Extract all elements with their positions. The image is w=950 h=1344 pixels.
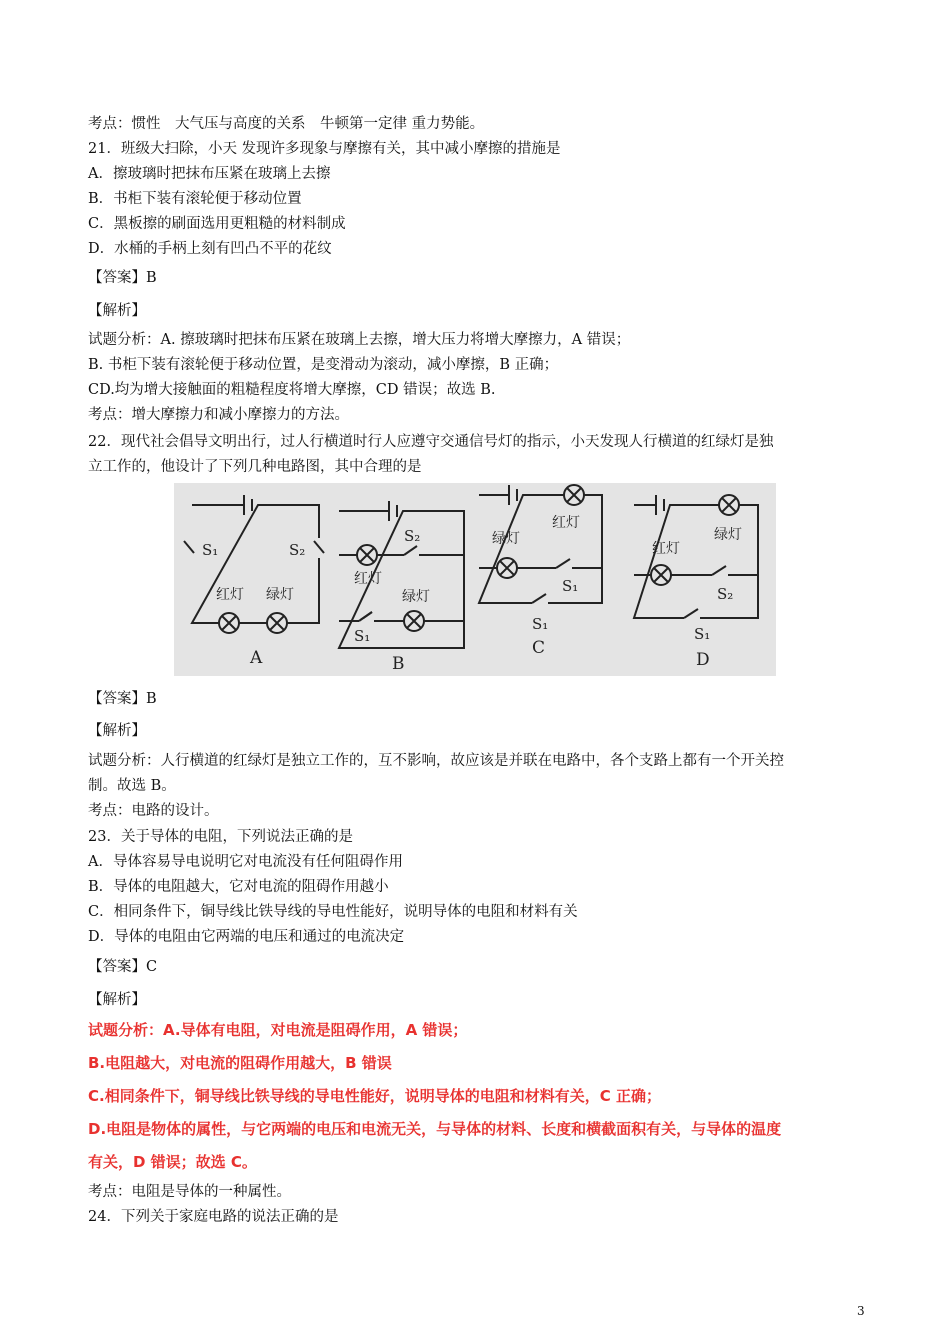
option-c: C．相同条件下，铜导线比铁导线的导电性能好，说明导体的电阻和材料有关 xyxy=(88,904,578,920)
lamp-label: 红灯 xyxy=(652,541,680,557)
analysis-red-line: C.相同条件下，铜导线比铁导线的导电性能好，说明导体的电阻和材料有关，C 正确； xyxy=(88,1087,661,1105)
text-line: CD.均为增大接触面的粗糙程度将增大摩擦，CD 错误；故选 B. xyxy=(88,382,496,398)
text-line: 试题分析：A. 擦玻璃时把抹布压紧在玻璃上去擦，增大压力将增大摩擦力，A 错误； xyxy=(88,332,631,348)
analysis-red-line: B.电阻越大，对电流的阻碍作用越大，B 错误 xyxy=(88,1054,392,1072)
question-22: 22．现代社会倡导文明出行，过人行横道时行人应遵守交通信号灯的指示，小天发现人行横道的红绿灯是独 xyxy=(88,434,774,450)
lamp-label: 红灯 xyxy=(354,571,382,587)
circuit-a xyxy=(182,495,324,668)
switch-label: S₂ xyxy=(289,541,306,559)
text-line: 考点：惯性 大气压与高度的关系 牛顿第一定律 重力势能。 xyxy=(88,116,485,132)
circuit-b xyxy=(339,501,464,674)
text-line: 考点：电路的设计。 xyxy=(88,803,219,819)
text-line: B. 书柜下装有滚轮便于移动位置，是变滑动为滚动，减小摩擦，B 正确； xyxy=(88,357,559,373)
text-line: 制。故选 B。 xyxy=(88,778,176,794)
option-label: B xyxy=(392,654,405,674)
text-line: 考点：增大摩擦力和减小摩擦力的方法。 xyxy=(88,407,349,423)
option-b: B．导体的电阻越大，它对电流的阻碍作用越小 xyxy=(88,879,389,895)
answer: 【答案】C xyxy=(88,959,158,975)
lamp-label: 绿灯 xyxy=(266,587,294,603)
option-a: A．导体容易导电说明它对电流没有任何阻碍作用 xyxy=(88,854,403,870)
option-c: C．黑板擦的刷面选用更粗糙的材料制成 xyxy=(88,216,346,232)
question-24: 24．下列关于家庭电路的说法正确的是 xyxy=(88,1209,339,1225)
option-label: C xyxy=(532,638,546,658)
option-label: A xyxy=(250,648,263,668)
option-a: A．擦玻璃时把抹布压紧在玻璃上去擦 xyxy=(88,166,331,182)
question-23: 23．关于导体的电阻，下列说法正确的是 xyxy=(88,829,353,845)
analysis-red-line: 有关，D 错误；故选 C。 xyxy=(88,1153,257,1171)
option-d: D．水桶的手柄上刻有凹凸不平的花纹 xyxy=(88,241,332,257)
switch-label: S₁ xyxy=(532,615,549,633)
lamp-label: 红灯 xyxy=(216,587,244,603)
circuit-c xyxy=(479,485,602,658)
option-d: D．导体的电阻由它两端的电压和通过的电流决定 xyxy=(88,929,405,945)
switch-label: S₁ xyxy=(354,627,371,645)
analysis-heading: 【解析】 xyxy=(88,992,146,1008)
answer: 【答案】B xyxy=(88,270,157,286)
circuit-d xyxy=(634,495,758,670)
switch-label: S₂ xyxy=(717,585,734,603)
switch-label: S₁ xyxy=(694,625,711,643)
answer: 【答案】B xyxy=(88,691,157,707)
analysis-red-line: D.电阻是物体的属性，与它两端的电压和电流无关，与导体的材料、长度和横截面积有关，与导体的温度 xyxy=(88,1120,782,1138)
switch-label: S₂ xyxy=(404,527,421,545)
lamp-label: 绿灯 xyxy=(492,531,520,547)
analysis-red-line: 试题分析：A.导体有电阻，对电流是阻碍作用，A 错误； xyxy=(88,1021,468,1039)
switch-label: S₁ xyxy=(202,541,219,559)
option-label: D xyxy=(696,650,710,670)
analysis-heading: 【解析】 xyxy=(88,303,146,319)
text-line: 试题分析：人行横道的红绿灯是独立工作的，互不影响，故应该是并联在电路中，各个支路上都有一个开关控 xyxy=(88,753,784,769)
circuit-diagrams-figure xyxy=(174,483,776,676)
lamp-label: 红灯 xyxy=(552,515,580,531)
text-line: 考点：电阻是导体的一种属性。 xyxy=(88,1184,291,1200)
option-b: B．书柜下装有滚轮便于移动位置 xyxy=(88,191,302,207)
page-number: 3 xyxy=(857,1304,865,1318)
question-22-cont: 立工作的，他设计了下列几种电路图，其中合理的是 xyxy=(88,459,422,475)
lamp-label: 绿灯 xyxy=(714,527,742,543)
switch-label: S₁ xyxy=(562,577,579,595)
lamp-label: 绿灯 xyxy=(402,589,430,605)
question-21: 21．班级大扫除，小天 发现许多现象与摩擦有关，其中减小摩擦的措施是 xyxy=(88,141,561,157)
analysis-heading: 【解析】 xyxy=(88,723,146,739)
